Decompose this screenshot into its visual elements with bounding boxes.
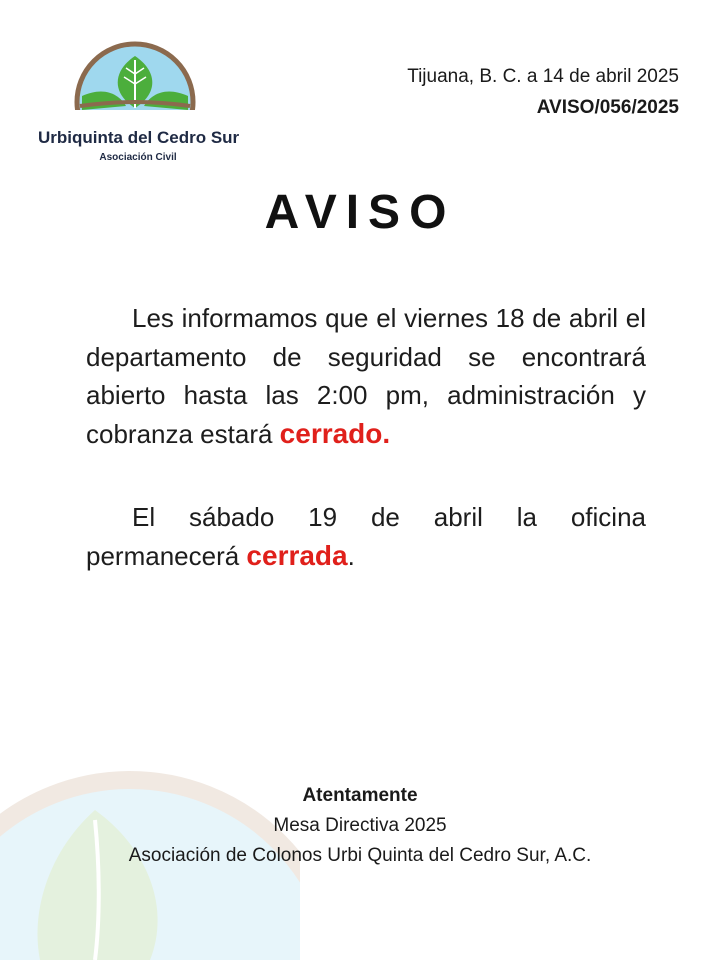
paragraph-1-text: Les informamos que el viernes 18 de abril el departamento de seguridad se encontrará abierto hasta las 2:00 pm, administración y cobranza estará (86, 303, 646, 449)
paragraph-2-tail: . (347, 540, 355, 571)
paragraph-1-highlight: cerrado. (279, 417, 391, 449)
signatory-association: Asociación de Colonos Urbi Quinta del Cedro Sur, A.C. (128, 845, 592, 866)
signatory-board: Mesa Directiva 2025 (273, 815, 447, 836)
notice-paragraph-1 (86, 299, 646, 453)
organization-name: Urbiquinta del Cedro Sur (38, 128, 240, 147)
leaf-emblem-icon (74, 40, 196, 118)
paragraph-2-highlight: cerrada (246, 539, 348, 571)
notice-paragraph-2 (86, 498, 646, 575)
notice-title: AVISO (264, 186, 456, 239)
closing-signature (0, 781, 720, 871)
organization-type: Asociación Civil (99, 152, 177, 163)
closing-salutation: Atentamente (302, 785, 418, 806)
place-and-date: Tijuana, B. C. a 14 de abril 2025 (407, 66, 679, 87)
paragraph-2-text: El sábado 19 de abril la oficina permanecerá (86, 502, 646, 571)
notice-reference-number: AVISO/056/2025 (536, 97, 679, 118)
organization-logo (34, 40, 244, 170)
